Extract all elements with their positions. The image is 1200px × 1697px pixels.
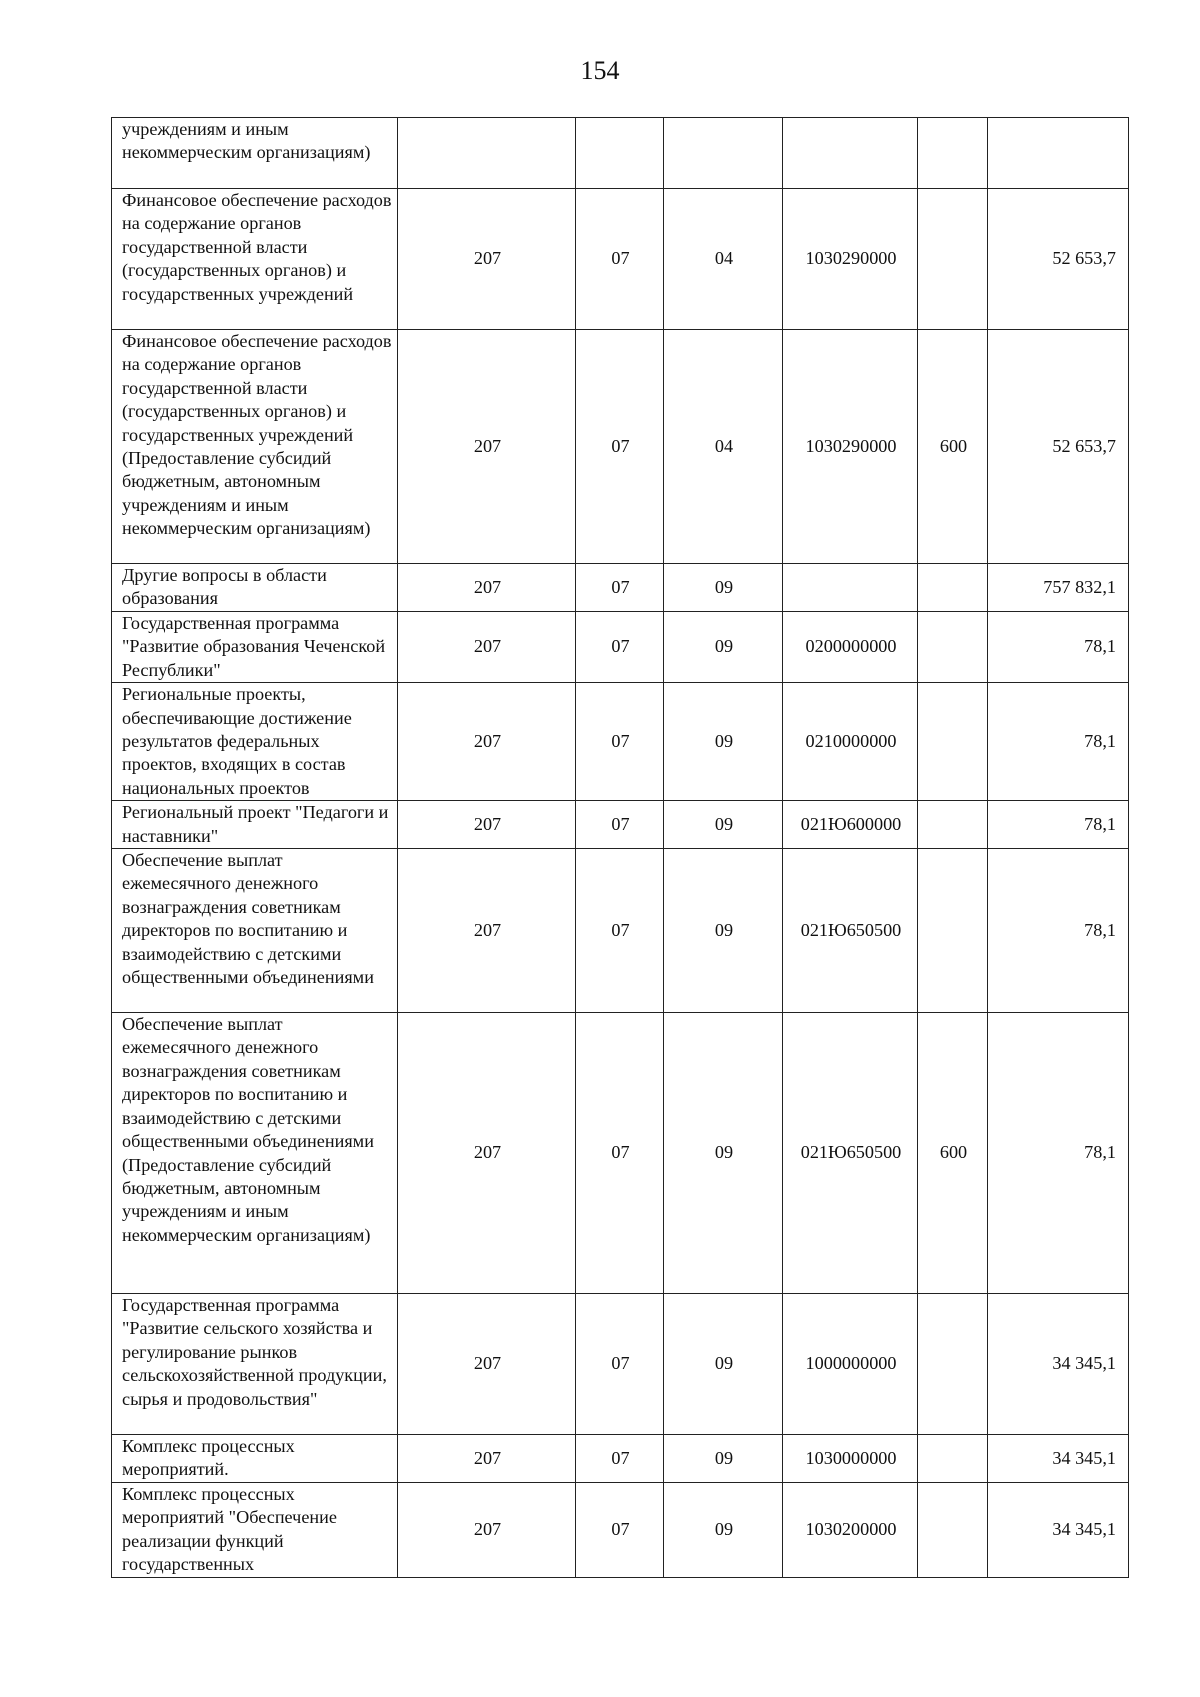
cell-name: Региональные проекты, обеспечивающие достижение результатов федеральных проектов, входящих в состав национальных проектов [112, 683, 398, 801]
cell-vr [918, 1294, 988, 1435]
cell-pr: 09 [664, 801, 783, 849]
cell-pr: 09 [664, 612, 783, 683]
cell-name: учреждениям и иным некоммерческим организациям) [112, 118, 398, 189]
cell-ved: 207 [398, 1294, 576, 1435]
cell-ved [398, 118, 576, 189]
cell-name: Финансовое обеспечение расходов на содержание органов государственной власти (государственных органов) и государственных учреждений [112, 189, 398, 330]
cell-vr [918, 683, 988, 801]
cell-vr [918, 118, 988, 189]
table-row [112, 1482, 1129, 1577]
cell-sum: 52 653,7 [988, 189, 1129, 330]
cell-sum: 78,1 [988, 683, 1129, 801]
cell-name: Финансовое обеспечение расходов на содержание органов государственной власти (государственных органов) и государственных учреждений (Предоставление субсидий бюджетным, автономным учреждениям и иным некоммерческим организациям) [112, 330, 398, 564]
cell-ved: 207 [398, 189, 576, 330]
cell-csr: 021Ю650500 [783, 1013, 918, 1294]
cell-ved: 207 [398, 801, 576, 849]
cell-sum: 52 653,7 [988, 330, 1129, 564]
cell-csr: 1030290000 [783, 189, 918, 330]
cell-name: Другие вопросы в области образования [112, 564, 398, 612]
cell-pr: 04 [664, 330, 783, 564]
cell-rz: 07 [576, 849, 664, 1013]
cell-rz: 07 [576, 1013, 664, 1294]
cell-ved: 207 [398, 849, 576, 1013]
cell-vr: 600 [918, 1013, 988, 1294]
cell-name: Государственная программа "Развитие образования Чеченской Республики" [112, 612, 398, 683]
cell-pr: 09 [664, 1294, 783, 1435]
cell-csr [783, 564, 918, 612]
cell-pr: 09 [664, 849, 783, 1013]
table-row [112, 1013, 1129, 1294]
cell-name: Региональный проект "Педагоги и наставники" [112, 801, 398, 849]
table-row [112, 1435, 1129, 1483]
cell-sum: 757 832,1 [988, 564, 1129, 612]
cell-vr [918, 849, 988, 1013]
cell-vr [918, 801, 988, 849]
table-row [112, 801, 1129, 849]
table-row [112, 118, 1129, 189]
cell-vr [918, 564, 988, 612]
cell-csr: 1030000000 [783, 1435, 918, 1483]
cell-rz: 07 [576, 1294, 664, 1435]
table-row [112, 612, 1129, 683]
cell-pr: 09 [664, 1013, 783, 1294]
cell-sum [988, 118, 1129, 189]
cell-ved: 207 [398, 1013, 576, 1294]
cell-name: Комплекс процессных мероприятий "Обеспечение реализации функций государственных [112, 1482, 398, 1577]
page-number: 154 [580, 56, 620, 85]
cell-ved: 207 [398, 564, 576, 612]
cell-vr: 600 [918, 330, 988, 564]
cell-csr: 021Ю600000 [783, 801, 918, 849]
table-row [112, 189, 1129, 330]
cell-vr [918, 1435, 988, 1483]
cell-name: Государственная программа "Развитие сельского хозяйства и регулирование рынков сельскохозяйственной продукции, сырья и продовольствия" [112, 1294, 398, 1435]
cell-pr [664, 118, 783, 189]
cell-csr: 021Ю650500 [783, 849, 918, 1013]
cell-rz: 07 [576, 1482, 664, 1577]
cell-sum: 78,1 [988, 801, 1129, 849]
table-row [112, 330, 1129, 564]
cell-pr: 09 [664, 564, 783, 612]
cell-sum: 78,1 [988, 849, 1129, 1013]
cell-name: Обеспечение выплат ежемесячного денежного вознаграждения советникам директоров по воспитанию и взаимодействию с детскими общественными объединениями [112, 849, 398, 1013]
cell-ved: 207 [398, 330, 576, 564]
cell-rz: 07 [576, 683, 664, 801]
cell-ved: 207 [398, 612, 576, 683]
cell-vr [918, 1482, 988, 1577]
cell-rz: 07 [576, 801, 664, 849]
cell-pr: 09 [664, 1482, 783, 1577]
cell-sum: 78,1 [988, 1013, 1129, 1294]
table-body [112, 118, 1129, 1578]
table-row [112, 849, 1129, 1013]
cell-pr: 04 [664, 189, 783, 330]
cell-name: Обеспечение выплат ежемесячного денежного вознаграждения советникам директоров по воспитанию и взаимодействию с детскими общественными объединениями (Предоставление субсидий бюджетным, автономным учреждениям и иным некоммерческим организациям) [112, 1013, 398, 1294]
cell-sum: 34 345,1 [988, 1482, 1129, 1577]
cell-rz: 07 [576, 330, 664, 564]
cell-csr: 1030290000 [783, 330, 918, 564]
cell-rz: 07 [576, 612, 664, 683]
table-row [112, 564, 1129, 612]
cell-csr: 1030200000 [783, 1482, 918, 1577]
cell-rz: 07 [576, 189, 664, 330]
cell-rz: 07 [576, 564, 664, 612]
cell-pr: 09 [664, 1435, 783, 1483]
cell-ved: 207 [398, 1482, 576, 1577]
cell-pr: 09 [664, 683, 783, 801]
cell-rz: 07 [576, 1435, 664, 1483]
budget-table [111, 117, 1129, 1578]
table-row [112, 683, 1129, 801]
cell-ved: 207 [398, 1435, 576, 1483]
table-row [112, 1294, 1129, 1435]
cell-vr [918, 612, 988, 683]
cell-csr: 0200000000 [783, 612, 918, 683]
cell-sum: 34 345,1 [988, 1435, 1129, 1483]
cell-sum: 78,1 [988, 612, 1129, 683]
cell-csr: 0210000000 [783, 683, 918, 801]
cell-vr [918, 189, 988, 330]
cell-ved: 207 [398, 683, 576, 801]
cell-sum: 34 345,1 [988, 1294, 1129, 1435]
cell-rz [576, 118, 664, 189]
cell-csr [783, 118, 918, 189]
cell-name: Комплекс процессных мероприятий. [112, 1435, 398, 1483]
cell-csr: 1000000000 [783, 1294, 918, 1435]
